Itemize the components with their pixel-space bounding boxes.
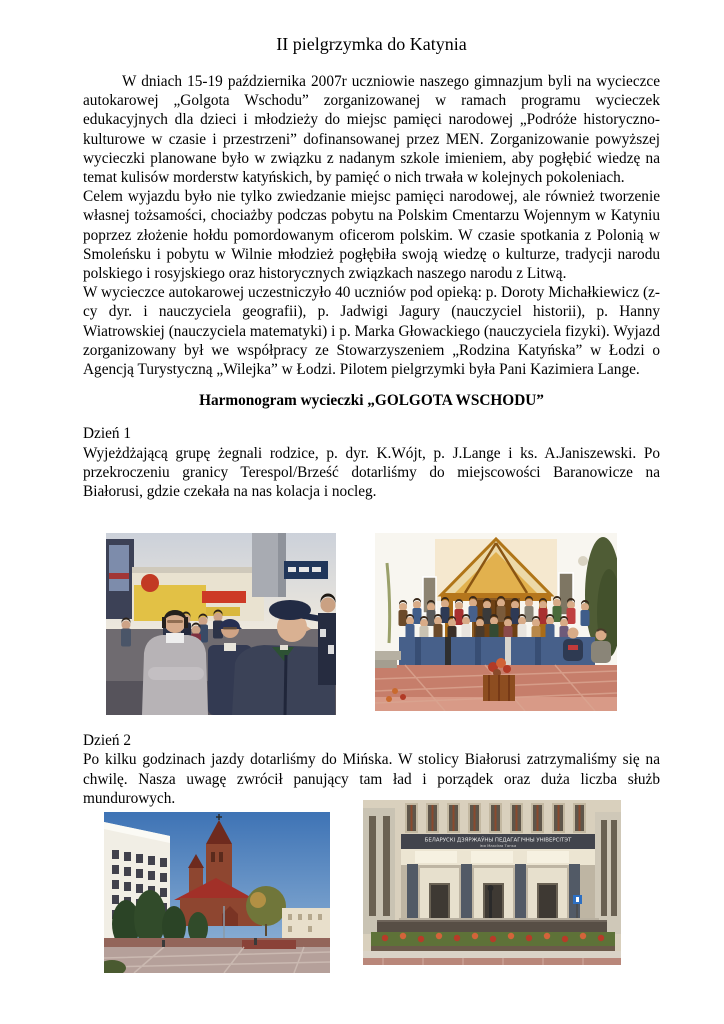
- day2-text: Po kilku godzinach jazdy dotarliśmy do Mińska. W stolicy Białorusi zatrzymaliśmy się na chwilę. Nasza uwagę zwrócił panujący tam ład i porządek oraz duża liczba służb mundurowych.: [83, 751, 660, 807]
- intro-paragraph-3: W wycieczce autokarowej uczestniczyło 40 uczniów pod opieką: p. Doroty Michałkiewicz (z-cy dyr. i nauczyciela geografii), p. Jadwigi Jagury (nauczyciel historii), p. Hanny Wiatrowskiej (nauczyciela matematyki) i p. Marka Głowackiego (nauczyciela fizyki). Wyjazd zorganizowany był we współpracy ze Stowarzyszeniem „Rodzina Katyńska” w Łodzi o Agencją Turystyczną „Wilejka” w Łodzi. Pilotem pielgrzymki była Pani Kazimiera Lange.: [83, 284, 660, 379]
- schedule-heading: Harmonogram wycieczki „GOLGOTA WSCHODU”: [199, 392, 544, 410]
- document-content: [83, 0, 660, 977]
- entrance-portals: [401, 849, 595, 920]
- photo-row-1: [83, 533, 660, 715]
- flower-bed: [371, 918, 615, 951]
- pharmacy-sign: [284, 561, 328, 579]
- day1-text: Wyjeżdżającą grupę żegnali rodzice, p. dyr. K.Wójt, p. J.Lange i ks. A.Janiszewski. Po przekroczeniu granicy Terespol/Brześć dotarliśmy do miejscowości Baranowicze na Białorusi, gdzie czekała na nas kolacja i nocleg.: [83, 444, 660, 501]
- day2-label: Dzień 2: [83, 732, 131, 750]
- foreground-pavement: [363, 951, 621, 965]
- university-sign-text: БЕЛАРУСКІ ДЗЯРЖАЎНЫ ПЕДАГАГІЧНЫ УНІВЕРСІТЭТ: [424, 837, 572, 844]
- photo-minsk-red-church: [104, 812, 330, 973]
- intro-paragraph-1: W dniach 15-19 października 2007r uczniowie naszego gimnazjum byli na wycieczce autokarowej „Golgota Wschodu” zorganizowanej w ramach programu wycieczek edukacyjnych dla dzieci i młodzieży do miejsc pamięci narodowej „Podróże historyczno-kulturowe w czasie i przestrzeni” dofinansowanej przez MEN. Zorganizowanie powyższej wycieczki planowane było w związku z nadanym szkole imieniem, aby pogłębić wiedzę na temat kulisów morderstw katyńskich, by pamięć o nich trwała w kolejnych pokoleniach.: [83, 73, 660, 187]
- concrete-pillar: [252, 533, 286, 597]
- photo-pedagogical-university: [363, 800, 621, 965]
- upper-window-band: [405, 803, 586, 833]
- photo-gap: [336, 533, 375, 715]
- university-sign-band: [401, 834, 595, 849]
- day1-label: Dzień 1: [83, 425, 131, 443]
- photo-farewell-group: [106, 533, 336, 715]
- university-sign-subtext: імя Максіма Танка: [479, 843, 517, 849]
- intro-paragraph-2: Celem wyjazdu było nie tylko zwiedzanie miejsc pamięci narodowej, ale również tworzenie własnej tożsamości, chociażby podczas pobytu na Polskim Cmentarzu Wojennym w Katyniu poprzez złożenie hołdu pomordowanym oficerom polskim. W czasie spotkania z Polonią w Smoleńsku i pobytu w Wilnie młodzież pogłębiła swoją wiedzę o kulturze, tradycji narodu polskiego i rosyjskiego oraz historycznych związkach naszego narodu z Litwą.: [83, 188, 660, 283]
- photo-row-2: [83, 812, 660, 977]
- page-title: II pielgrzymka do Katynia: [276, 34, 467, 54]
- buildings-right: [282, 908, 330, 938]
- photo-students-group-church: [375, 533, 617, 711]
- photo-gap: [330, 812, 363, 977]
